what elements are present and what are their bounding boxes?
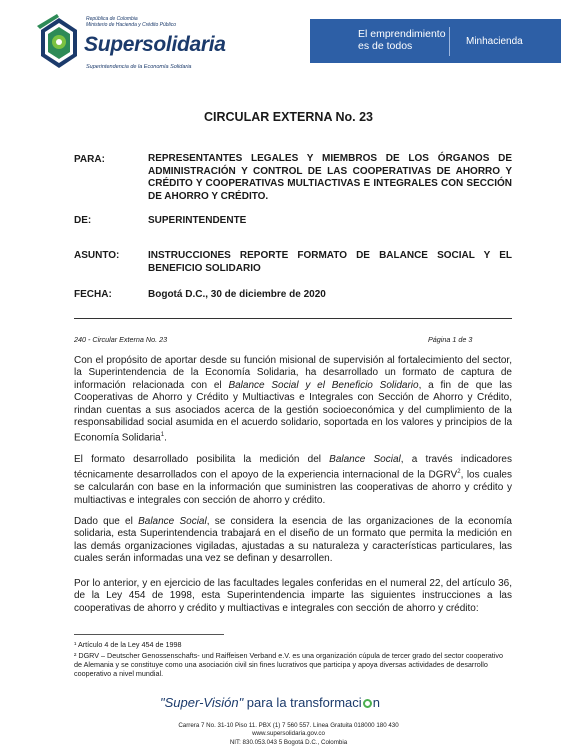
footnote-divider (74, 634, 224, 635)
slogan-o-icon (363, 699, 372, 708)
logo-ministry: Ministerio de Hacienda y Crédito Público (86, 22, 177, 28)
document-title: CIRCULAR EXTERNA No. 23 (204, 110, 373, 124)
supersolidaria-logo-icon (37, 14, 81, 70)
logo-subtitle: Superintendencia de la Economía Solidaria (86, 64, 192, 70)
logo-country: República de Colombia (86, 16, 138, 22)
gov-slogan-line1: El emprendimiento (358, 28, 446, 40)
document-reference: 240 - Circular Externa No. 23 (74, 335, 168, 344)
footnote-1: ¹ Artículo 4 de la Ley 454 de 1998 (74, 640, 182, 649)
para-value: REPRESENTANTES LEGALES Y MIEMBROS DE LOS ÓRGANOS DE ADMINISTRACIÓN Y CONTROL DE LAS COOPERATIVAS DE AHORRO Y CRÉDITO Y COOPERATIVAS MULTIACTIVAS E INTEGRALES CON SECCIÓN DE AHORRO Y CRÉDITO. (148, 153, 512, 202)
body-paragraph-3: Dado que el Balance Social, se considera la esencia de las organizaciones de la economía solidaria, esta Superintendencia trabajará en el diseño de un formato que permita la medición en las demás organizaciones vigiladas, ajustadas a su naturaleza y características particulares, las cuales serán informadas una vez se definan y desarrollen. (74, 516, 512, 565)
body-paragraph-2: El formato desarrollado posibilita la medición del Balance Social, a través indicadores técnicamente desarrollados con el apoyo de la experiencia internacional de la DGRV$^2$, los cuales se calcularán con base en la información que suministren las cooperativas de ahorro y crédito y multiactivas e integrales con sección de ahorro y crédito. (74, 454, 512, 506)
footer-slogan: "Super-Visión" para la transformaci n (160, 695, 380, 710)
asunto-label: ASUNTO: (74, 250, 120, 261)
divider (74, 318, 512, 319)
gov-separator (449, 27, 450, 56)
footnote-2: ² DGRV – Deutscher Genossenschafts- und Raiffeisen Verband e.V. es una organización cúpula de tercer grado del sector cooperativo de Alemania y se constituye como una asociación civil sin fines lucrativos que participa y apoya diversas actividades de desarrollo cooperativo a nivel mundial. (74, 651, 503, 679)
para-label: PARA: (74, 154, 105, 165)
body-paragraph-4: Por lo anterior, y en ejercicio de las facultades legales conferidas en el numeral 22, del artículo 36, de la Ley 454 de 1998, esta Superintendencia imparte las siguientes instrucciones a las cooperativas de ahorro y crédito y multiactivas e integrales con sección de ahorro y crédito: (74, 578, 512, 614)
body-paragraph-1: Con el propósito de aportar desde su función misional de supervisión al fortalecimiento del sector, la Superintendencia de la Economía Solidaria, ha desarrollado un formato de captura de información relacionada con el Balance Social y el Beneficio Solidario, a fin de que las Cooperativas de Ahorro y Crédito y Multiactivas e Integrales con Sección de Ahorro y Crédito, rindan cuentas a sus asociados acerca de la gestión socioeconómica y del cumplimiento de la responsabilidad social asumida en el acuerdo solidario, soportada en los valores y principios de la Economía Solidaria$^1$. (74, 355, 512, 444)
gov-ministry: Minhacienda (466, 36, 523, 47)
footer-address: Carrera 7 No. 31-10 Piso 11. PBX (1) 7 560 557. Línea Gratuita 018000 180 430 (178, 722, 399, 729)
asunto-value: INSTRUCCIONES REPORTE FORMATO DE BALANCE SOCIAL Y EL BENEFICIO SOLIDARIO (148, 250, 512, 274)
gov-slogan-line2: es de todos (358, 40, 413, 52)
de-value: SUPERINTENDENTE (148, 215, 247, 226)
fecha-label: FECHA: (74, 289, 112, 300)
footer-web: www.supersolidaria.gov.co (252, 730, 325, 737)
page-number: Página 1 de 3 (428, 335, 473, 344)
de-label: DE: (74, 215, 92, 226)
fecha-value: Bogotá D.C., 30 de diciembre de 2020 (148, 289, 326, 300)
footer-nit: NIT: 830.053.043 5 Bogotá D.C., Colombia (229, 739, 348, 746)
gov-banner (310, 19, 561, 63)
logo-name: Supersolidaria (84, 33, 226, 56)
